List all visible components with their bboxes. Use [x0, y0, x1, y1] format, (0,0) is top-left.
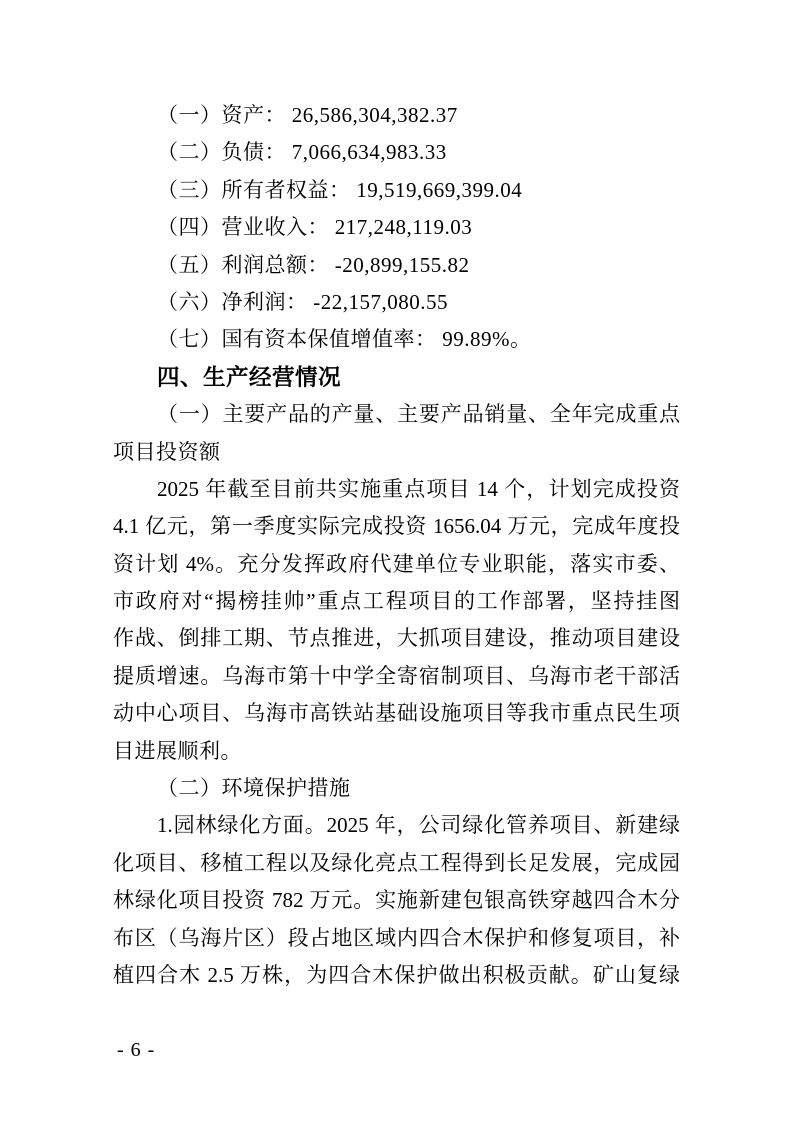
para-key-projects-line2: 4.1 亿元，第一季度实际完成投资 1656.04 万元，完成年度投: [113, 514, 680, 539]
para-key-projects-line1: 2025 年截至目前共实施重点项目 14 个，计划完成投资: [157, 476, 680, 501]
para-key-projects-line5: 作战、倒排工期、节点推进，大抓项目建设，推动项目建设: [113, 626, 680, 651]
section-heading-production-operations: 四、生产经营情况: [157, 364, 342, 390]
para-greening-line5: 植四合木 2.5 万株，为四合木保护做出积极贡献。矿山复绿: [113, 962, 680, 987]
line-assets: （一）资产： 26,586,304,382.37: [157, 103, 458, 127]
subheading-main-products-line1: （一）主要产品的产量、主要产品销量、全年完成重点: [157, 402, 680, 427]
line-operating-revenue: （四）营业收入： 217,248,119.03: [157, 215, 473, 240]
subheading-environmental-protection: （二）环境保护措施: [157, 776, 351, 801]
line-capital-preservation-rate: （七）国有资本保值增值率： 99.89%。: [157, 327, 532, 352]
line-net-profit: （六）净利润： -22,157,080.55: [157, 289, 448, 314]
para-key-projects-line6: 提质增速。乌海市第十中学全寄宿制项目、乌海市老干部活: [113, 663, 680, 688]
para-greening-line2: 化项目、移植工程以及绿化亮点工程得到长足发展，完成园: [113, 850, 680, 875]
para-greening-line3: 林绿化项目投资 782 万元。实施新建包银高铁穿越四合木分: [113, 888, 680, 913]
subheading-main-products-line2: 项目投资额: [113, 439, 221, 464]
line-owners-equity: （三）所有者权益： 19,519,669,399.04: [157, 177, 523, 202]
para-key-projects-line8: 目进展顺利。: [113, 738, 242, 763]
line-liabilities: （二）负债： 7,066,634,983.33: [157, 140, 447, 165]
para-greening-line1: 1.园林绿化方面。2025 年，公司绿化管养项目、新建绿: [157, 813, 680, 838]
para-key-projects-line3: 资计划 4%。充分发挥政府代建单位专业职能，落实市委、: [113, 551, 680, 576]
para-greening-line4: 布区（乌海片区）段占地区域内四合木保护和修复项目，补: [113, 925, 680, 950]
line-total-profit: （五）利润总额： -20,899,155.82: [157, 252, 470, 277]
para-key-projects-line7: 动中心项目、乌海市高铁站基础设施项目等我市重点民生项: [113, 701, 680, 726]
page-number: - 6 -: [117, 1039, 156, 1061]
document-body: [113, 97, 680, 994]
para-key-projects-line4: 市政府对“揭榜挂帅”重点工程项目的工作部署，坚持挂图: [113, 589, 680, 614]
